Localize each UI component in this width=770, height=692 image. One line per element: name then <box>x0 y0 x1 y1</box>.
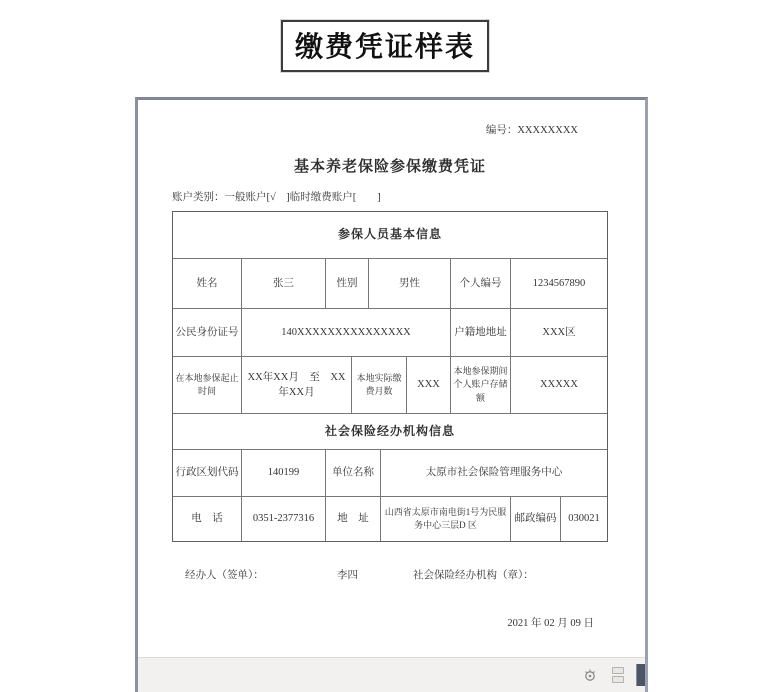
voucher-date: 2021 年 02 月 09 日 <box>507 618 594 629</box>
person-section-header: 参保人员基本信息 <box>337 227 442 242</box>
edge-button[interactable] <box>636 664 645 686</box>
document-viewer <box>135 97 648 692</box>
signature-line <box>172 567 608 583</box>
person-section-row <box>173 212 607 258</box>
division-code-label-cell: 行政区划代码 <box>175 467 239 479</box>
name-label-cell: 姓名 <box>196 277 218 289</box>
postcode-value-cell: 030021 <box>560 497 607 541</box>
voucher-page <box>138 100 645 657</box>
table-row <box>173 308 607 356</box>
preview-icon[interactable] <box>582 668 598 682</box>
registered-address-label-cell: 户籍地地址 <box>450 309 510 356</box>
paid-months-label-cell: 本地实际缴费月数 <box>351 357 406 413</box>
account-balance-value-cell: XXXXX <box>510 357 607 413</box>
voucher-serial: 编号：XXXXXXXX <box>485 125 578 136</box>
page-view-icon[interactable] <box>612 667 624 683</box>
postcode-label-cell: 邮政编码 <box>510 497 560 541</box>
table-row <box>173 356 607 413</box>
table-row <box>173 496 607 541</box>
table-row <box>173 449 607 496</box>
agency-section-header: 社会保险经办机构信息 <box>324 423 455 438</box>
unit-name-value-cell: 太原市社会保险管理服务中心 <box>380 450 607 496</box>
table-row <box>173 258 607 308</box>
insured-period-value-cell: XX年XX月 至 XX年XX月 <box>241 357 351 413</box>
voucher-content <box>172 122 608 630</box>
handler-name: 李四 <box>337 570 358 581</box>
phone-label-cell: 电 话 <box>191 513 223 525</box>
page-thumb-bottom <box>612 676 624 683</box>
page-title: 缴费凭证样表 <box>281 20 489 72</box>
unit-name-label-cell: 单位名称 <box>325 450 380 496</box>
voucher-title: 基本养老保险参保缴费凭证 <box>293 159 486 175</box>
division-code-value-cell: 140199 <box>241 450 325 496</box>
paid-months-value-cell: XXX <box>406 357 450 413</box>
address-value-cell: 山西省太原市南电街1号为民服务中心三层D 区 <box>380 497 510 541</box>
registered-address-value-cell: XXX区 <box>510 309 607 356</box>
account-balance-label-cell: 本地参保期间个人账户存储额 <box>450 357 510 413</box>
personal-id-label-cell: 个人编号 <box>450 259 510 308</box>
voucher-table <box>172 211 608 542</box>
phone-value-cell: 0351-2377316 <box>241 497 325 541</box>
handler-label: 经办人（签单）： <box>185 570 264 581</box>
address-label-cell: 地 址 <box>325 497 380 541</box>
insured-period-label-cell: 在本地参保起止时间 <box>175 372 239 396</box>
citizen-id-label-cell: 公民身份证号 <box>175 326 239 338</box>
gender-label-cell: 性别 <box>325 259 368 308</box>
citizen-id-value-cell: 140XXXXXXXXXXXXXXX <box>241 309 450 356</box>
agency-seal-label: 社会保险经办机构（章）： <box>413 570 534 581</box>
viewer-statusbar <box>138 657 645 692</box>
name-value-cell: 张三 <box>241 259 325 308</box>
page-thumb-top <box>612 667 624 674</box>
agency-section-row <box>173 413 607 449</box>
personal-id-value-cell: 1234567890 <box>510 259 607 308</box>
gender-value-cell: 男性 <box>368 259 450 308</box>
account-type-line: 账户类别：一般账户[√ ]临时缴费账户[ ] <box>172 192 381 203</box>
